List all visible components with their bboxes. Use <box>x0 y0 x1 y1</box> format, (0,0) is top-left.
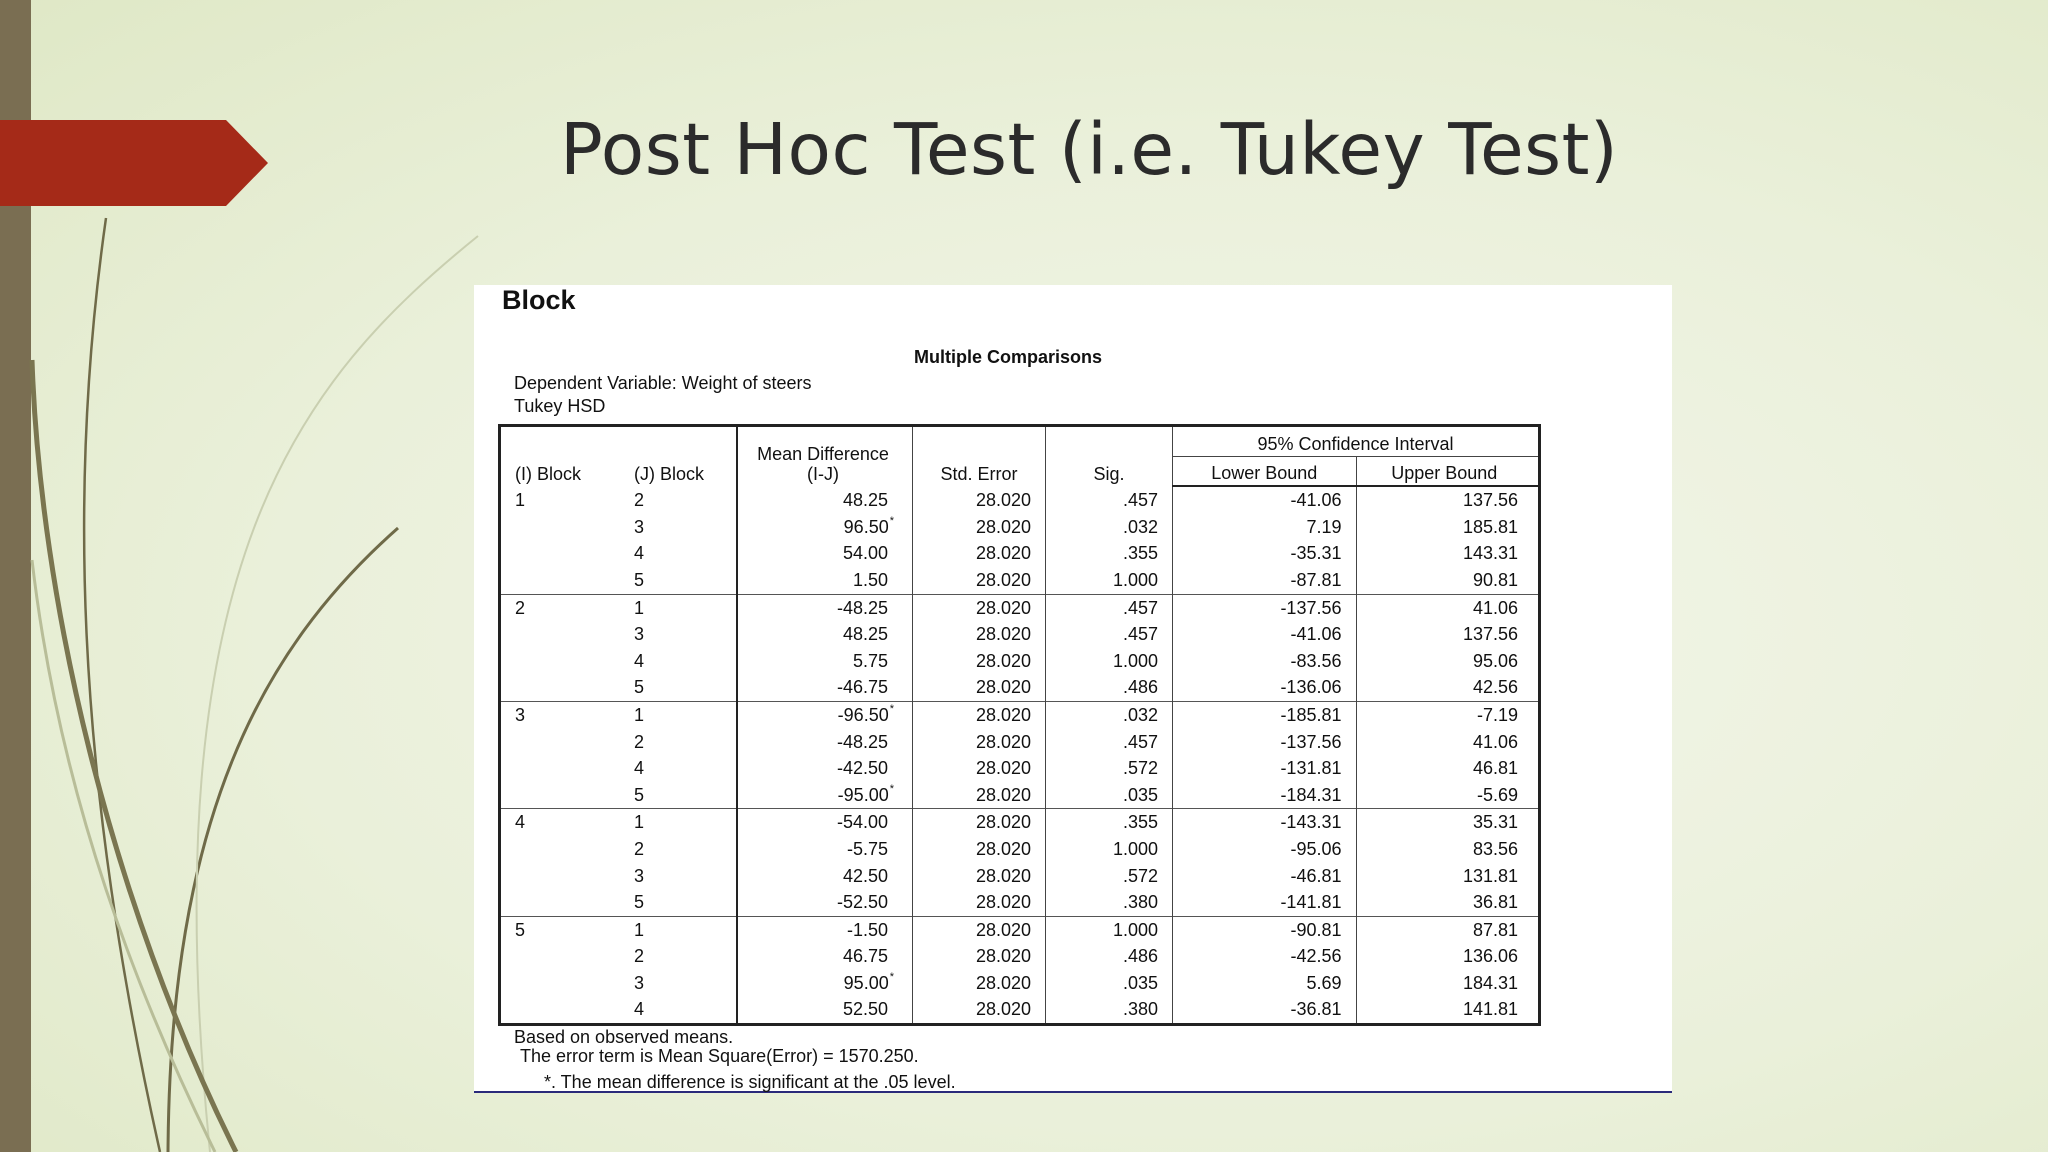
cell-upper-bound: 137.56 <box>1462 490 1518 511</box>
mean-difference-number: 95.00 <box>843 972 889 993</box>
mean-difference-number: -1.50 <box>846 919 888 940</box>
cell-sig: .355 <box>1046 809 1173 836</box>
cell-std-error: 28.020 <box>913 514 1046 541</box>
mean-difference-number: 52.50 <box>842 999 888 1020</box>
cell-i-block: 2 <box>500 594 619 621</box>
mean-difference-value <box>853 567 894 594</box>
cell-mean-difference <box>737 729 913 756</box>
cell-j-block: 3 <box>618 514 737 541</box>
cell-upper-bound: 137.56 <box>1462 624 1518 645</box>
table-row <box>500 863 1540 890</box>
cell-std-error: 28.020 <box>913 809 1046 836</box>
mean-difference-number: 42.50 <box>842 865 888 886</box>
cell-mean-difference <box>737 567 913 594</box>
cell-lower-bound: -141.81 <box>1173 889 1357 916</box>
cell-lower-bound: -36.81 <box>1173 996 1357 1024</box>
cell-upper-bound: 35.31 <box>1356 809 1540 836</box>
cell-j-block: 1 <box>618 701 737 728</box>
cell-sig: .572 <box>1046 863 1173 890</box>
cell-i-block <box>500 540 619 567</box>
header-row-top <box>500 426 1540 457</box>
cell-i-block <box>500 674 619 701</box>
mean-difference-number: -54.00 <box>836 812 888 833</box>
cell-std-error: 28.020 <box>913 836 1046 863</box>
cell-sig: .032 <box>1046 701 1173 728</box>
mean-difference-value <box>838 782 894 809</box>
cell-lower-bound: 5.69 <box>1173 970 1357 997</box>
cell-i-block <box>500 943 619 970</box>
mean-difference-value <box>837 729 894 756</box>
cell-j-block: 1 <box>618 809 737 836</box>
cell-i-block <box>500 970 619 997</box>
cell-i-block <box>500 514 619 541</box>
cell-lower-bound: -35.31 <box>1173 540 1357 567</box>
decor-curve-5 <box>32 560 215 1152</box>
cell-sig: 1.000 <box>1046 916 1173 943</box>
cell-j-block: 3 <box>618 621 737 648</box>
significance-star: * <box>889 782 894 795</box>
cell-std-error: 28.020 <box>913 540 1046 567</box>
cell-lower-bound: -87.81 <box>1173 567 1357 594</box>
table-row <box>500 729 1540 756</box>
cell-upper-bound: 95.06 <box>1472 650 1518 671</box>
cell-j-block: 4 <box>618 540 737 567</box>
cell-lower-bound: -42.56 <box>1173 943 1357 970</box>
table-row <box>500 674 1540 701</box>
cell-mean-difference <box>737 889 913 916</box>
cell-std-error: 28.020 <box>913 863 1046 890</box>
accent-arrow-shape <box>0 120 268 206</box>
table-row <box>500 648 1540 675</box>
mean-difference-value <box>838 702 894 729</box>
mean-difference-number: -95.00 <box>837 784 889 805</box>
mean-difference-value <box>843 621 894 648</box>
cell-i-block: 4 <box>500 809 619 836</box>
header-mean-difference: Mean Difference (I-J) <box>737 426 913 487</box>
cell-sig: .486 <box>1046 943 1173 970</box>
cell-mean-difference <box>737 970 913 997</box>
header-confidence-interval: 95% Confidence Interval <box>1173 426 1540 457</box>
table-title: Multiple Comparisons <box>913 347 1102 367</box>
cell-lower-bound: -185.81 <box>1173 701 1357 728</box>
cell-mean-difference <box>737 486 913 514</box>
cell-std-error: 28.020 <box>913 889 1046 916</box>
mean-difference-number: -48.25 <box>836 731 888 752</box>
cell-mean-difference <box>737 809 913 836</box>
cell-lower-bound: -83.56 <box>1173 648 1357 675</box>
cell-j-block: 5 <box>618 674 737 701</box>
table-row <box>500 486 1540 514</box>
cell-j-block: 5 <box>618 567 737 594</box>
cell-i-block <box>500 648 619 675</box>
cell-j-block: 5 <box>618 782 737 809</box>
mean-difference-value <box>843 943 894 970</box>
cell-sig: .486 <box>1046 674 1173 701</box>
mean-difference-value <box>843 863 894 890</box>
table-row <box>500 782 1540 809</box>
mean-difference-number: 1.50 <box>852 569 888 590</box>
cell-std-error: 28.020 <box>913 674 1046 701</box>
cell-i-block <box>500 621 619 648</box>
cell-j-block: 3 <box>618 970 737 997</box>
mean-difference-value <box>837 595 894 622</box>
cell-lower-bound: -90.81 <box>1173 916 1357 943</box>
cell-std-error: 28.020 <box>913 996 1046 1024</box>
mean-difference-number: 48.25 <box>842 624 888 645</box>
slide-title: Post Hoc Test (i.e. Tukey Test) <box>560 108 1619 191</box>
mean-difference-value <box>847 917 894 944</box>
cell-sig: 1.000 <box>1046 836 1173 863</box>
table-row <box>500 836 1540 863</box>
cell-std-error: 28.020 <box>913 916 1046 943</box>
cell-i-block <box>500 782 619 809</box>
cell-sig: .035 <box>1046 782 1173 809</box>
table-row <box>500 970 1540 997</box>
cell-upper-bound: 143.31 <box>1462 543 1518 564</box>
cell-upper-bound: -7.19 <box>1356 701 1540 728</box>
cell-upper-bound: 46.81 <box>1472 758 1518 779</box>
cell-j-block: 2 <box>618 943 737 970</box>
cell-j-block: 4 <box>618 755 737 782</box>
cell-j-block: 4 <box>618 648 737 675</box>
cell-upper-bound: 41.06 <box>1356 594 1540 621</box>
table-row <box>500 755 1540 782</box>
mean-difference-value <box>844 970 894 997</box>
cell-lower-bound: -95.06 <box>1173 836 1357 863</box>
table-row <box>500 916 1540 943</box>
cell-std-error: 28.020 <box>913 782 1046 809</box>
cell-mean-difference <box>737 540 913 567</box>
cell-mean-difference <box>737 943 913 970</box>
cell-sig: .457 <box>1046 729 1173 756</box>
decor-curve-3 <box>197 236 478 1152</box>
cell-mean-difference <box>737 782 913 809</box>
cell-upper-bound: -5.69 <box>1476 784 1518 805</box>
cell-sig: .457 <box>1046 621 1173 648</box>
cell-lower-bound: -41.06 <box>1173 621 1357 648</box>
table-row <box>500 889 1540 916</box>
cell-upper-bound: 41.06 <box>1472 731 1518 752</box>
table-body <box>500 486 1540 1024</box>
cell-mean-difference <box>737 674 913 701</box>
cell-std-error: 28.020 <box>913 729 1046 756</box>
footnote-error-term: The error term is Mean Square(Error) = 1570.250. <box>520 1046 919 1066</box>
mean-difference-value <box>837 674 894 701</box>
header-j-block: (J) Block <box>618 426 737 487</box>
cell-mean-difference <box>737 916 913 943</box>
significance-star: * <box>889 970 894 983</box>
mean-difference-number: 54.00 <box>842 543 888 564</box>
cell-upper-bound: 42.56 <box>1472 677 1518 698</box>
cell-std-error: 28.020 <box>913 621 1046 648</box>
table-row <box>500 996 1540 1024</box>
cell-lower-bound: -41.06 <box>1173 486 1357 514</box>
cell-j-block: 2 <box>618 486 737 514</box>
table-row <box>500 540 1540 567</box>
cell-upper-bound: 87.81 <box>1356 916 1540 943</box>
mean-difference-value <box>844 514 894 541</box>
cell-mean-difference <box>737 514 913 541</box>
table-row <box>500 567 1540 594</box>
dependent-variable-label: Dependent Variable: Weight of steers <box>514 373 812 393</box>
decor-curve-4 <box>32 360 236 1152</box>
cell-j-block: 4 <box>618 996 737 1024</box>
header-upper-bound: Upper Bound <box>1356 456 1540 486</box>
cell-i-block: 5 <box>500 916 619 943</box>
mean-difference-number: -46.75 <box>836 677 888 698</box>
cell-mean-difference <box>737 594 913 621</box>
cell-mean-difference <box>737 701 913 728</box>
cell-lower-bound: -46.81 <box>1173 863 1357 890</box>
cell-lower-bound: -137.56 <box>1173 729 1357 756</box>
decor-curve-1 <box>84 218 160 1152</box>
cell-lower-bound: 7.19 <box>1173 514 1357 541</box>
header-i-block: (I) Block <box>515 464 582 485</box>
cell-j-block: 3 <box>618 863 737 890</box>
header-std-error: Std. Error <box>913 426 1046 487</box>
header-sig: Sig. <box>1046 426 1173 487</box>
cell-upper-bound: 136.06 <box>1462 946 1518 967</box>
table-row <box>500 621 1540 648</box>
cell-sig: .355 <box>1046 540 1173 567</box>
cell-std-error: 28.020 <box>913 970 1046 997</box>
cell-lower-bound: -184.31 <box>1173 782 1357 809</box>
cell-lower-bound: -143.31 <box>1173 809 1357 836</box>
footnote-observed-means: Based on observed means. <box>514 1027 734 1047</box>
multiple-comparisons-table <box>498 424 1541 1026</box>
cell-mean-difference <box>737 648 913 675</box>
mean-difference-number: 5.75 <box>852 650 888 671</box>
significance-star: * <box>889 702 894 715</box>
mean-difference-number: 48.25 <box>842 489 888 510</box>
cell-sig: .032 <box>1046 514 1173 541</box>
cell-i-block <box>500 863 619 890</box>
mean-difference-number: -48.25 <box>836 597 888 618</box>
cell-std-error: 28.020 <box>913 943 1046 970</box>
mean-difference-number: 46.75 <box>842 946 888 967</box>
cell-i-block <box>500 836 619 863</box>
spss-output-panel <box>474 285 1672 1093</box>
cell-std-error: 28.020 <box>913 755 1046 782</box>
cell-j-block: 1 <box>618 594 737 621</box>
cell-std-error: 28.020 <box>913 648 1046 675</box>
cell-sig: 1.000 <box>1046 567 1173 594</box>
cell-std-error: 28.020 <box>913 567 1046 594</box>
cell-i-block <box>500 996 619 1024</box>
cell-i-block <box>500 729 619 756</box>
cell-lower-bound: -136.06 <box>1173 674 1357 701</box>
header-lower-bound: Lower Bound <box>1173 456 1357 486</box>
table-row <box>500 943 1540 970</box>
cell-j-block: 2 <box>618 729 737 756</box>
cell-sig: .035 <box>1046 970 1173 997</box>
mean-difference-value <box>847 836 894 863</box>
cell-i-block: 1 <box>515 489 526 510</box>
mean-difference-number: -52.50 <box>836 892 888 913</box>
significance-star: * <box>889 514 894 527</box>
cell-i-block <box>500 889 619 916</box>
cell-j-block: 2 <box>618 836 737 863</box>
cell-j-block: 1 <box>618 916 737 943</box>
cell-upper-bound: 141.81 <box>1462 999 1518 1020</box>
cell-std-error: 28.020 <box>913 594 1046 621</box>
mean-difference-value <box>837 755 894 782</box>
output-block-title: Block <box>502 285 576 315</box>
mean-difference-value <box>843 996 894 1023</box>
mean-difference-number: -42.50 <box>836 758 888 779</box>
cell-mean-difference <box>737 621 913 648</box>
mean-difference-number: -5.75 <box>846 838 888 859</box>
footnote-significance: *. The mean difference is significant at the .05 level. <box>544 1072 956 1092</box>
mean-difference-value <box>837 889 894 916</box>
cell-i-block: 3 <box>500 701 619 728</box>
cell-mean-difference <box>737 836 913 863</box>
cell-sig: .380 <box>1046 889 1173 916</box>
cell-upper-bound: 90.81 <box>1472 569 1518 590</box>
method-label: Tukey HSD <box>514 396 606 416</box>
table-row <box>500 594 1540 621</box>
cell-lower-bound: -137.56 <box>1173 594 1357 621</box>
table-row <box>500 809 1540 836</box>
cell-sig: .572 <box>1046 755 1173 782</box>
cell-std-error: 28.020 <box>913 701 1046 728</box>
cell-upper-bound: 131.81 <box>1462 865 1518 886</box>
cell-mean-difference <box>737 996 913 1024</box>
cell-sig: .457 <box>1046 486 1173 514</box>
table-row <box>500 701 1540 728</box>
cell-i-block <box>500 567 619 594</box>
cell-mean-difference <box>737 755 913 782</box>
cell-upper-bound: 36.81 <box>1472 892 1518 913</box>
cell-upper-bound: 83.56 <box>1472 838 1518 859</box>
cell-sig: .380 <box>1046 996 1173 1024</box>
cell-sig: .457 <box>1046 594 1173 621</box>
cell-upper-bound: 185.81 <box>1462 516 1518 537</box>
cell-upper-bound: 184.31 <box>1462 972 1518 993</box>
mean-difference-number: -96.50 <box>837 704 889 725</box>
cell-lower-bound: -131.81 <box>1173 755 1357 782</box>
cell-sig: 1.000 <box>1046 648 1173 675</box>
cell-std-error: 28.020 <box>913 486 1046 514</box>
mean-difference-value <box>843 487 894 514</box>
mean-difference-value <box>837 809 894 836</box>
cell-j-block: 5 <box>618 889 737 916</box>
table-row <box>500 514 1540 541</box>
mean-difference-value <box>853 648 894 675</box>
cell-i-block <box>500 755 619 782</box>
mean-difference-number: 96.50 <box>843 516 889 537</box>
mean-difference-value <box>843 540 894 567</box>
cell-mean-difference <box>737 863 913 890</box>
